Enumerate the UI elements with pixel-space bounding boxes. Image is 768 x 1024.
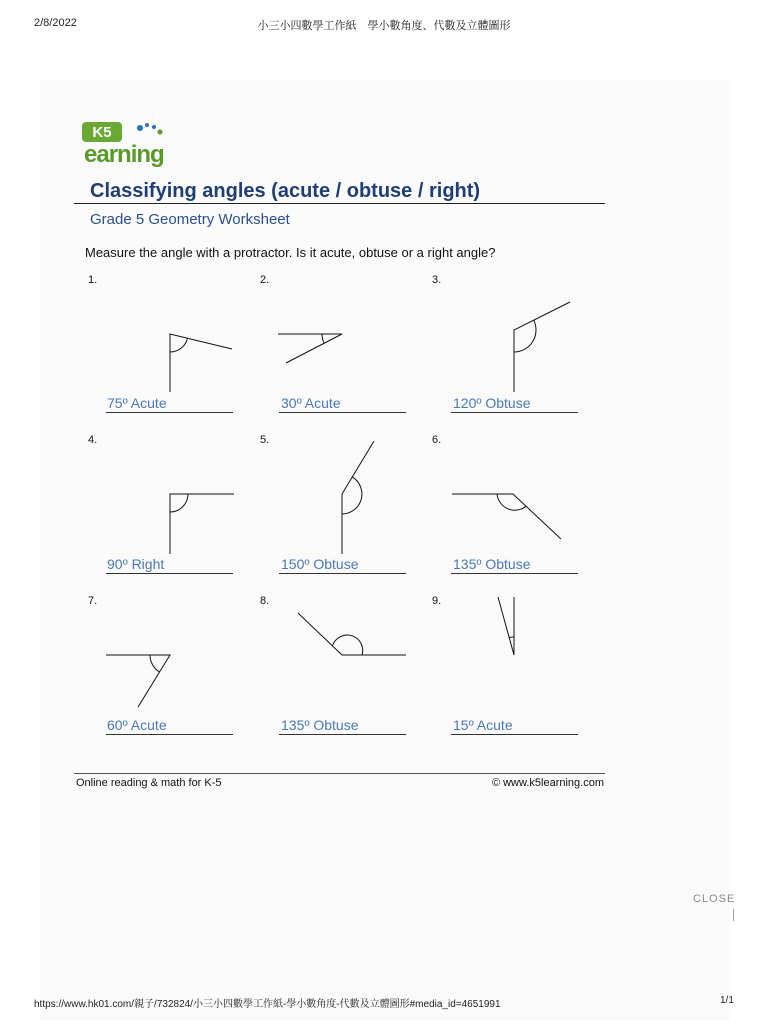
instructions: Measure the angle with a protractor. Is it acute, obtuse or a right angle? [85,245,496,260]
answer-line-8 [279,734,406,735]
answer-line-3 [451,412,578,413]
svg-text:earning: earning [84,141,164,168]
item-number-8: 8. [260,595,270,607]
item-number-1: 1. [88,274,98,286]
scroll-tick [733,909,734,921]
title-rule [74,203,605,204]
answer-line-9 [451,734,578,735]
answer-line-7 [106,734,233,735]
worksheet-subtitle: Grade 5 Geometry Worksheet [90,211,290,228]
answer-4: 90º Right [107,556,165,572]
item-number-2: 2. [260,274,270,286]
footer-tagline: Online reading & math for K-5 [76,777,222,789]
item-number-6: 6. [432,434,442,446]
answer-5: 150º Obtuse [281,556,359,572]
footer-website[interactable]: © www.k5learning.com [491,777,604,789]
print-header-title: 小三小四數學工作紙 學小數角度、代數及立體圖形 [257,20,511,32]
answer-line-1 [106,412,233,413]
answer-6: 135º Obtuse [453,556,531,572]
answer-line-2 [279,412,406,413]
answer-7: 60º Acute [107,717,167,733]
item-number-9: 9. [432,595,442,607]
answer-1: 75º Acute [107,395,167,411]
answer-line-5 [279,573,406,574]
print-footer-page: 1/1 [720,995,734,1006]
answer-9: 15º Acute [453,717,513,733]
answer-line-6 [451,573,578,574]
print-footer-url: https://www.hk01.com/親子/732824/小三小四數學工作紙-學小數角度-代數及立體圖形#media_id=4651991 [34,999,501,1010]
item-number-4: 4. [88,434,98,446]
item-number-3: 3. [432,274,442,286]
answer-3: 120º Obtuse [453,395,531,411]
k5-learning-logo-icon [80,118,190,168]
item-number-7: 7. [88,595,98,607]
item-number-5: 5. [260,434,270,446]
answer-8: 135º Obtuse [281,717,359,733]
worksheet-title: Classifying angles (acute / obtuse / right) [90,180,481,202]
print-header-date: 2/8/2022 [34,17,77,29]
footer-rule [74,773,605,774]
svg-text:K5: K5 [92,124,112,141]
answer-line-4 [106,573,233,574]
answer-2: 30º Acute [281,395,341,411]
close-button[interactable]: CLOSE [693,893,736,905]
